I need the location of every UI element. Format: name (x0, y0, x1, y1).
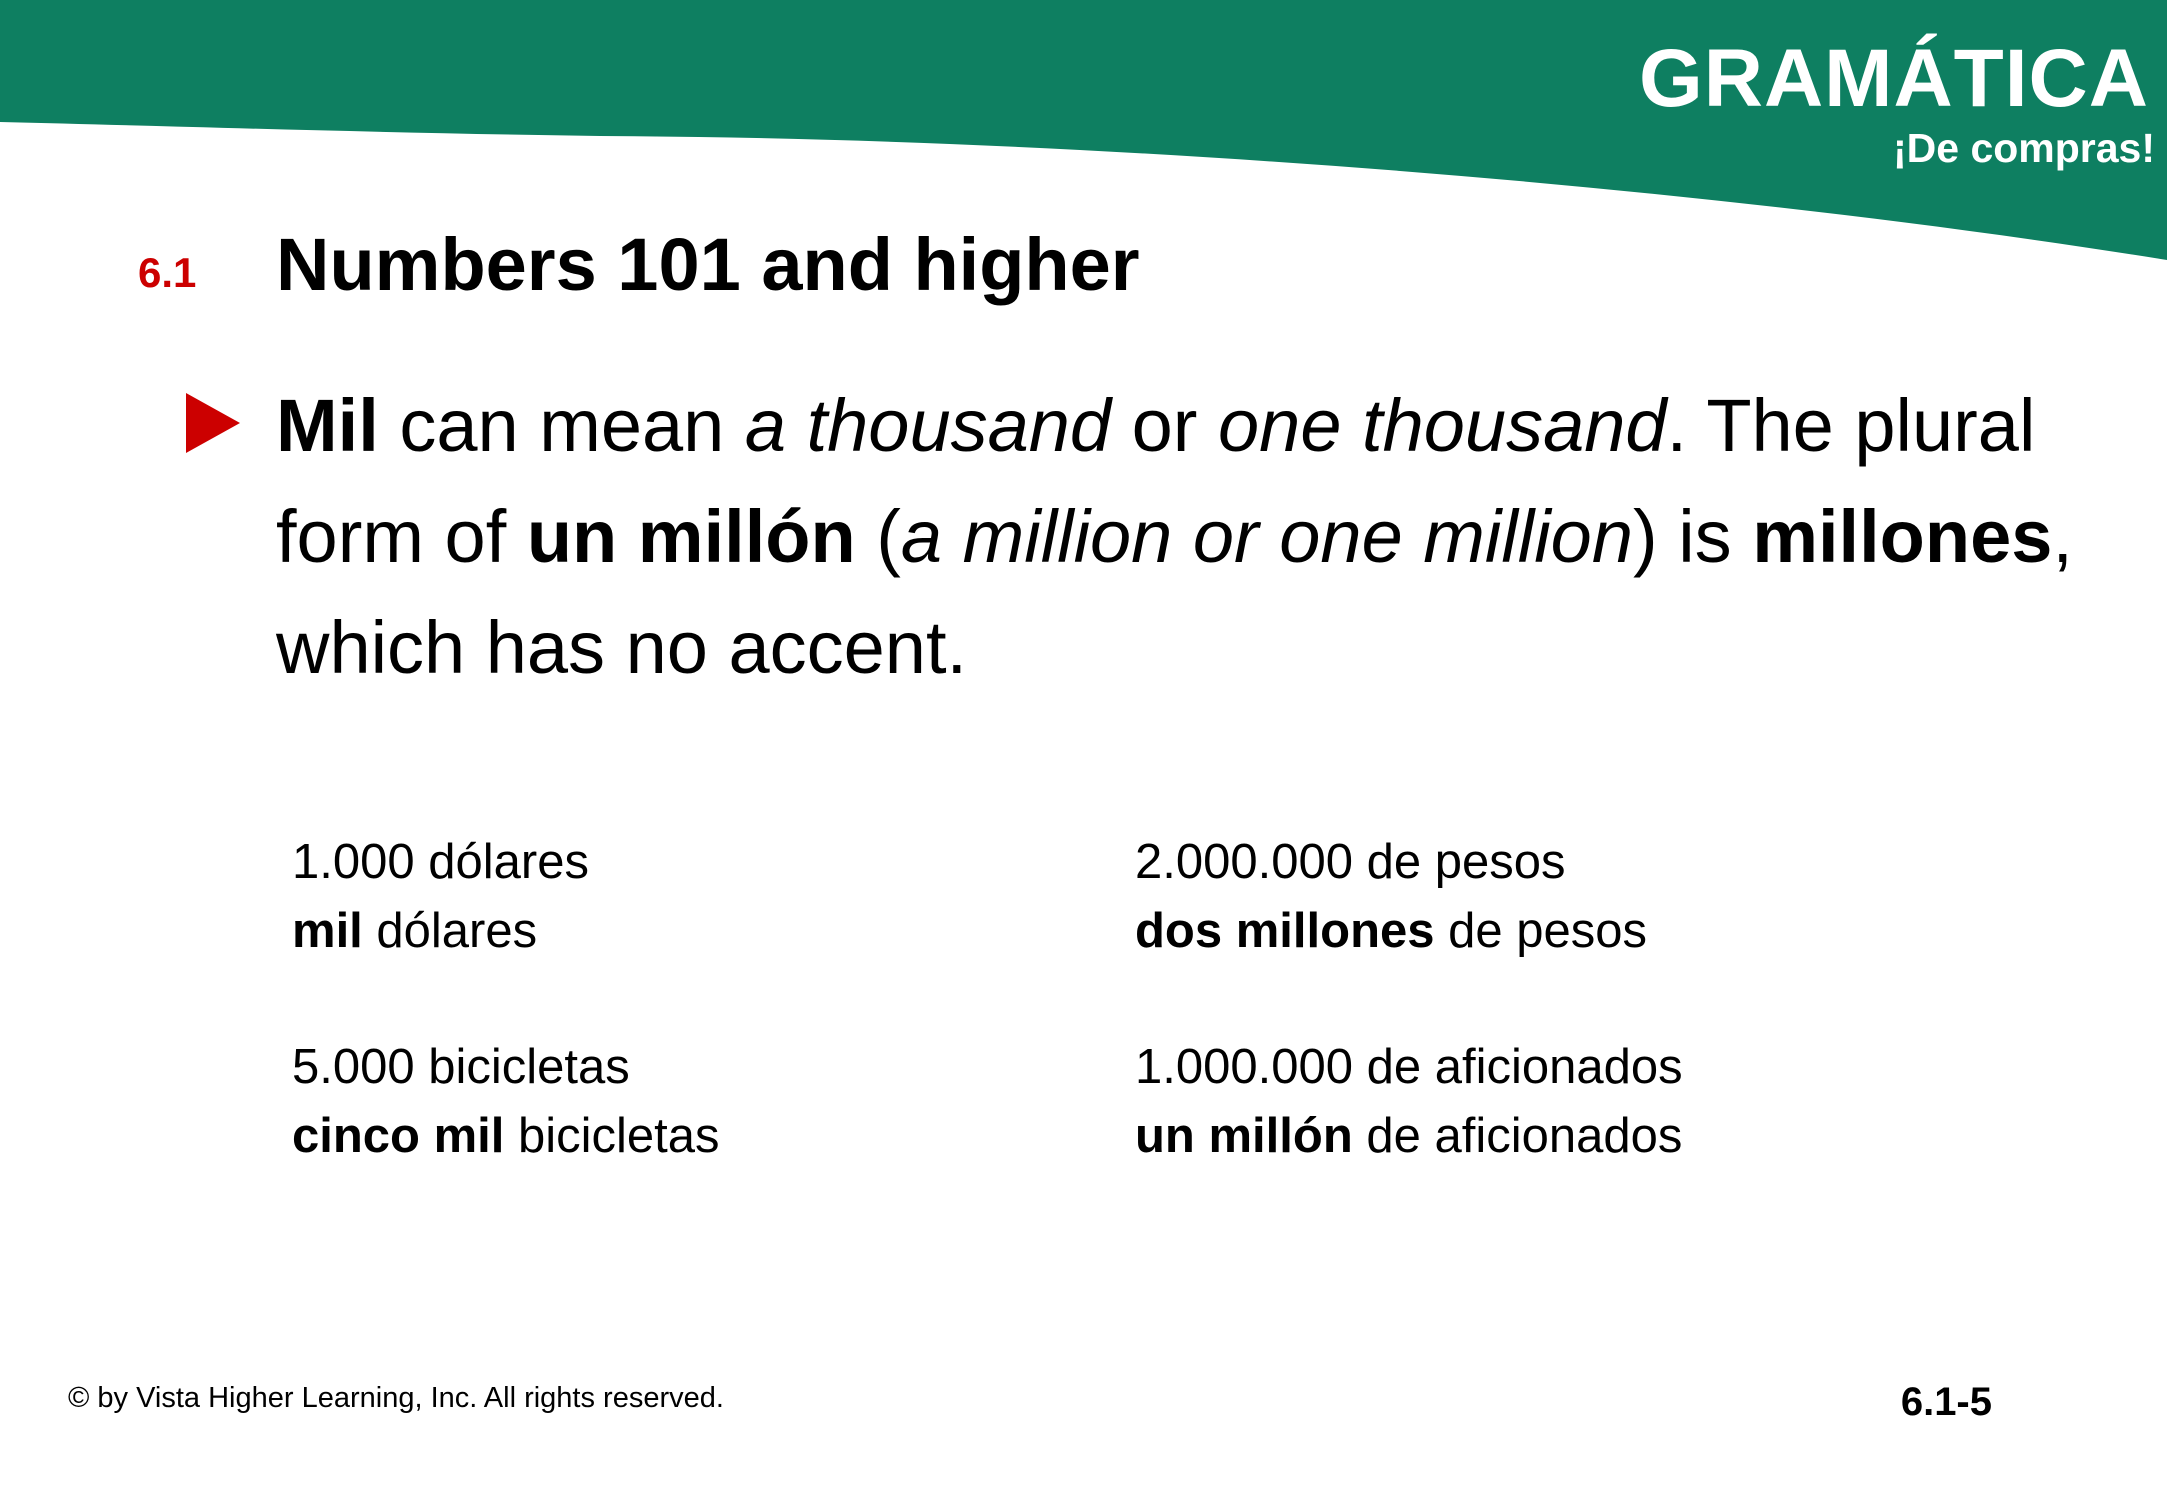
example-numeral: 5.000 bicicletas (292, 1040, 630, 1094)
header-title: GRAMÁTICA (1638, 33, 2149, 124)
example-bold-words: un millón (1135, 1109, 1353, 1163)
example-numeral: 1.000.000 de aficionados (1135, 1040, 1683, 1094)
example-numeral: 2.000.000 de pesos (1135, 835, 1566, 889)
bullet-text (276, 370, 2136, 703)
triangle-right-icon (186, 393, 240, 453)
example-bold-words: cinco mil (292, 1109, 505, 1163)
page-number: 6.1-5 (1900, 1380, 1992, 1424)
text-segment: can mean (378, 384, 745, 467)
italic-a-thousand: a thousand (744, 384, 1112, 467)
term-un-millon: un millón (526, 495, 856, 578)
header-subtitle: ¡De compras! (1892, 125, 2155, 171)
example-4 (1135, 1033, 1683, 1171)
example-2 (1135, 828, 1647, 966)
term-mil: Mil (276, 384, 379, 467)
example-words (1135, 1102, 1683, 1171)
term-millones: millones (1752, 495, 2053, 578)
text-segment: ( (855, 495, 901, 578)
example-bold-words: mil (292, 904, 363, 958)
section-title: Numbers 101 and higher (276, 223, 1140, 306)
example-words (292, 897, 589, 966)
text-segment: , which has no accent. (276, 495, 2073, 689)
example-rest-words: dólares (362, 904, 538, 958)
section-number: 6.1 (138, 249, 197, 296)
example-numeral: 1.000 dólares (292, 835, 589, 889)
text-segment: ) is (1633, 495, 1753, 578)
italic-a-million: a million or one million (900, 495, 1633, 578)
example-words (292, 1102, 720, 1171)
example-1 (292, 828, 589, 966)
text-segment: or (1111, 384, 1219, 467)
text-segment: . The plural form of (276, 384, 2036, 578)
example-rest-words: de aficionados (1352, 1109, 1683, 1163)
italic-one-thousand: one thousand (1218, 384, 1667, 467)
example-3 (292, 1033, 720, 1171)
example-bold-words: dos millones (1135, 904, 1435, 958)
copyright-notice: © by Vista Higher Learning, Inc. All rights reserved. (68, 1382, 724, 1414)
example-rest-words: de pesos (1434, 904, 1648, 958)
example-rest-words: bicicletas (504, 1109, 720, 1163)
example-words (1135, 897, 1647, 966)
